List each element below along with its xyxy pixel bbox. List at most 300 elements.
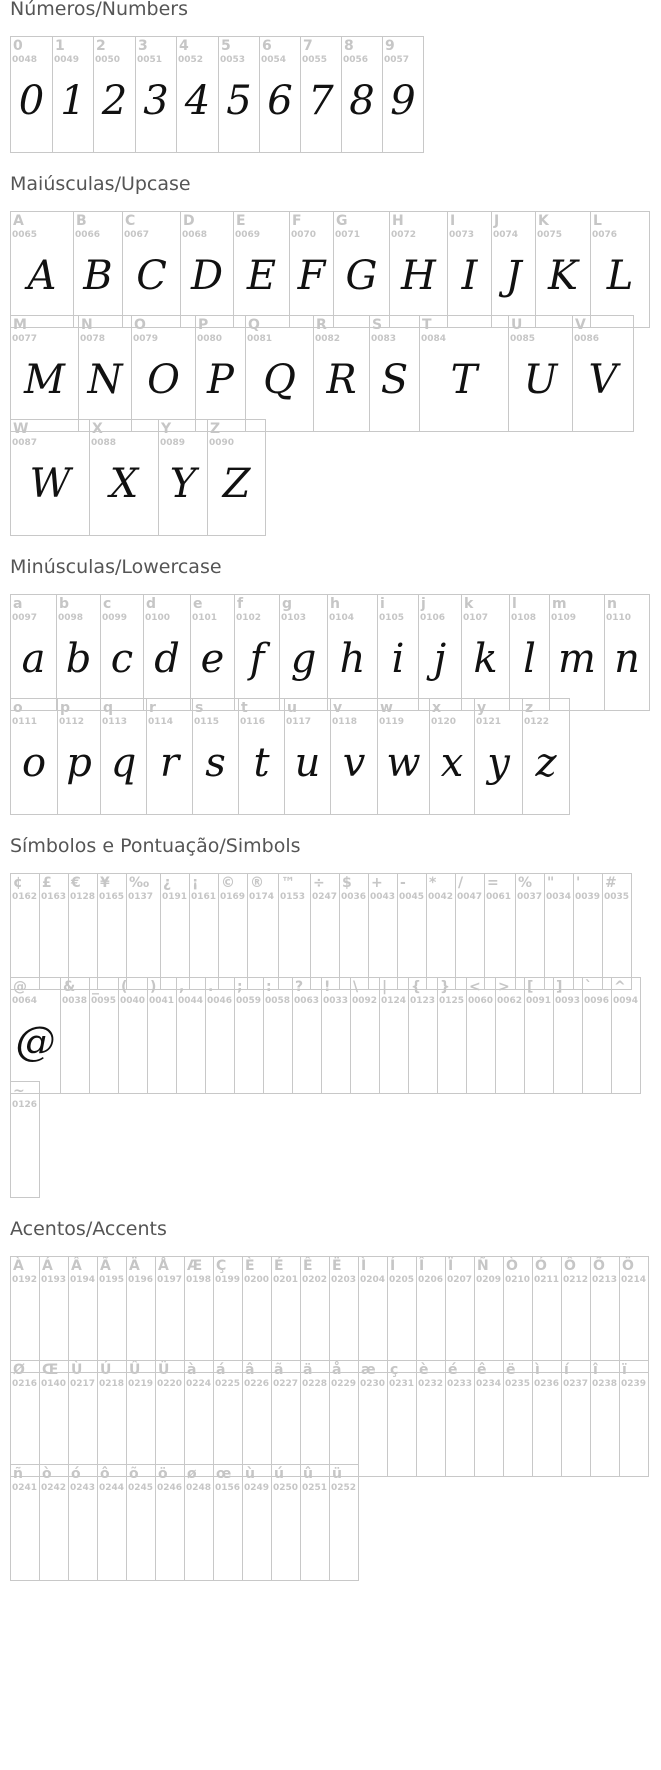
glyph-code-label: 0118 [332, 717, 358, 727]
glyph-character-label: ^ [614, 979, 626, 995]
glyph-character-label: ] [556, 979, 563, 995]
glyph-character-label: ; [237, 979, 243, 995]
glyph-cell [378, 699, 430, 814]
glyph-cell [290, 212, 334, 327]
glyph-cell [156, 1257, 185, 1372]
glyph-preview: E [246, 253, 277, 299]
glyph-character-label: b [59, 596, 70, 612]
glyph-preview: 9 [390, 78, 416, 124]
glyph-preview: 0 [18, 78, 45, 124]
glyph-character-label: { [411, 979, 421, 995]
glyph-character-label: ö [158, 1466, 168, 1482]
glyph-code-label: 0227 [273, 1379, 299, 1389]
glyph-code-label: 0121 [476, 717, 502, 727]
glyph-code-label: 0119 [379, 717, 405, 727]
glyph-character-label: q [103, 700, 114, 716]
glyph-code-label: 0235 [505, 1379, 531, 1389]
glyph-code-label: 0036 [341, 892, 367, 902]
glyph-cell [438, 978, 467, 1093]
glyph-cell [74, 212, 123, 327]
glyph-cell [190, 874, 219, 989]
glyph-code-label: 0124 [381, 996, 407, 1006]
glyph-code-label: 0097 [12, 613, 38, 623]
glyph-character-label: Î [419, 1258, 425, 1274]
glyph-cell [159, 420, 208, 535]
glyph-cell [11, 1257, 40, 1372]
glyph-code-label: 0213 [592, 1275, 618, 1285]
glyph-code-label: 0224 [186, 1379, 212, 1389]
glyph-cell [390, 212, 448, 327]
glyph-code-label: 0084 [421, 334, 447, 344]
glyph-preview: l [523, 636, 536, 682]
glyph-character-label: À [13, 1258, 24, 1274]
glyph-character-label: _ [92, 979, 99, 995]
glyph-character-label: û [303, 1466, 313, 1482]
glyph-code-label: 0035 [604, 892, 630, 902]
glyph-character-label: Z [210, 421, 221, 437]
glyph-character-label: @ [13, 979, 27, 995]
glyph-character-label: Ò [506, 1258, 518, 1274]
glyph-character-label: J [494, 213, 500, 229]
glyph-character-label: ô [100, 1466, 110, 1482]
glyph-preview: d [154, 636, 180, 682]
glyph-preview: e [200, 636, 225, 682]
glyph-cell [147, 699, 193, 814]
glyph-character-label: h [330, 596, 340, 612]
glyph-preview: x [440, 740, 464, 786]
glyph-character-label: ó [71, 1466, 81, 1482]
glyph-character-label: Q [248, 317, 260, 333]
glyph-code-label: 0231 [389, 1379, 415, 1389]
glyph-cell [430, 699, 475, 814]
glyph-cell [219, 874, 248, 989]
glyph-code-label: 0249 [244, 1483, 270, 1493]
glyph-cell [69, 1257, 98, 1372]
glyph-code-label: 0195 [99, 1275, 125, 1285]
glyph-code-label: 0156 [215, 1483, 241, 1493]
glyph-code-label: 0196 [128, 1275, 154, 1285]
glyph-character-label: R [316, 317, 327, 333]
glyph-code-label: 0112 [59, 717, 85, 727]
glyph-code-label: 0205 [389, 1275, 415, 1285]
glyph-code-label: 0053 [220, 55, 246, 65]
glyph-code-label: 0060 [468, 996, 494, 1006]
glyph-code-label: 0200 [244, 1275, 270, 1285]
glyph-cell [419, 595, 462, 710]
glyph-code-label: 0093 [555, 996, 581, 1006]
glyph-code-label: 0094 [613, 996, 639, 1006]
glyph-character-label: v [333, 700, 343, 716]
glyph-code-label: 0050 [95, 55, 121, 65]
glyph-cell [378, 595, 419, 710]
glyph-cell [94, 37, 136, 152]
glyph-character-label: B [76, 213, 87, 229]
glyph-code-label: 0113 [102, 717, 128, 727]
glyph-code-label: 0059 [236, 996, 262, 1006]
glyph-code-label: 0099 [102, 613, 128, 623]
glyph-character-label: ä [303, 1362, 313, 1378]
glyph-character-label: õ [129, 1466, 139, 1482]
glyph-character-label: ñ [13, 1466, 23, 1482]
glyph-code-label: 0090 [209, 438, 235, 448]
glyph-cell [573, 316, 634, 431]
glyph-cell [369, 874, 398, 989]
glyph-code-label: 0068 [182, 230, 208, 240]
glyph-character-label: Í [390, 1258, 396, 1274]
glyph-character-label: + [371, 875, 383, 891]
glyph-character-label: Á [42, 1258, 53, 1274]
glyph-character-label: m [552, 596, 567, 612]
glyph-code-label: 0033 [323, 996, 349, 1006]
glyph-preview: U [523, 357, 558, 403]
glyph-character-label: 3 [138, 38, 148, 54]
glyph-cell [612, 978, 641, 1093]
glyph-cell [314, 316, 370, 431]
glyph-cell [359, 1257, 388, 1372]
glyph-cell [328, 595, 378, 710]
glyph-cell [388, 1257, 417, 1372]
glyph-cell [301, 37, 342, 152]
glyph-preview: z [535, 740, 557, 786]
glyph-character-label: â [245, 1362, 255, 1378]
glyph-character-label: E [236, 213, 246, 229]
glyph-character-label: Ü [158, 1362, 170, 1378]
glyph-character-label: á [216, 1362, 226, 1378]
glyph-character-label: % [518, 875, 533, 891]
glyph-character-label: ` [585, 979, 592, 995]
glyph-code-label: 0037 [517, 892, 543, 902]
glyph-cell [448, 212, 492, 327]
glyph-cell [11, 37, 53, 152]
glyph-character-label: | [382, 979, 388, 995]
glyph-character-label: ¥ [100, 875, 110, 891]
glyph-code-label: 0246 [157, 1483, 183, 1493]
glyph-character-label: © [221, 875, 235, 891]
glyph-character-label: Ø [13, 1362, 25, 1378]
glyph-preview: q [110, 740, 137, 786]
glyph-cell [446, 1257, 475, 1372]
glyph-cell [285, 699, 331, 814]
glyph-cell [330, 1361, 359, 1476]
glyph-character-label: É [274, 1258, 284, 1274]
glyph-cell [475, 1361, 504, 1476]
glyph-cell [605, 595, 650, 710]
glyph-preview: G [345, 253, 378, 299]
glyph-cell [98, 1465, 127, 1580]
glyph-character-label: : [266, 979, 272, 995]
glyph-character-label: à [187, 1362, 197, 1378]
glyph-cell [311, 874, 340, 989]
glyph-character-label: ÷ [313, 875, 325, 891]
glyph-preview: A [27, 253, 57, 299]
glyph-code-label: 0161 [191, 892, 217, 902]
glyph-character-label: " [547, 875, 555, 891]
glyph-character-label: Ë [332, 1258, 342, 1274]
glyph-cell [523, 699, 570, 814]
glyph-code-label: 0238 [592, 1379, 618, 1389]
glyph-cell [177, 978, 206, 1093]
glyph-character-label: ã [274, 1362, 284, 1378]
glyph-character-label: 7 [303, 38, 313, 54]
glyph-character-label: ò [42, 1466, 52, 1482]
glyph-character-label: z [525, 700, 534, 716]
glyph-row [10, 977, 641, 1094]
glyph-cell [11, 699, 58, 814]
glyph-code-label: 0252 [331, 1483, 357, 1493]
glyph-character-label: œ [216, 1466, 232, 1482]
glyph-code-label: 0056 [343, 55, 369, 65]
section-title: Minúsculas/Lowercase [10, 556, 222, 578]
glyph-cell [417, 1361, 446, 1476]
glyph-preview: 6 [267, 78, 293, 124]
glyph-cell [57, 595, 101, 710]
glyph-code-label: 0153 [280, 892, 306, 902]
glyph-code-label: 0044 [178, 996, 204, 1006]
glyph-cell [293, 978, 322, 1093]
glyph-preview: 7 [308, 78, 334, 124]
glyph-character-label: ' [576, 875, 581, 891]
glyph-code-label: 0114 [148, 717, 174, 727]
glyph-cell [40, 1465, 69, 1580]
glyph-character-label: ù [245, 1466, 255, 1482]
glyph-cell [583, 978, 612, 1093]
glyph-character-label: = [487, 875, 499, 891]
glyph-character-label: y [477, 700, 487, 716]
glyph-code-label: 0052 [178, 55, 204, 65]
glyph-code-label: 0041 [149, 996, 175, 1006]
glyph-preview: 8 [349, 78, 375, 124]
glyph-character-label: t [241, 700, 248, 716]
glyph-cell [280, 595, 328, 710]
glyph-code-label: 0085 [510, 334, 536, 344]
glyph-cell [330, 1257, 359, 1372]
glyph-cell [301, 1465, 330, 1580]
glyph-preview: P [207, 357, 234, 403]
glyph-character-label: ) [150, 979, 157, 995]
glyph-code-label: 0244 [99, 1483, 125, 1493]
glyph-code-label: 0214 [621, 1275, 647, 1285]
glyph-character-label: 0 [13, 38, 23, 54]
glyph-cell [148, 978, 177, 1093]
glyph-code-label: 0058 [265, 996, 291, 1006]
glyph-cell [475, 1257, 504, 1372]
glyph-cell [427, 874, 456, 989]
glyph-preview: S [380, 357, 409, 403]
glyph-preview: o [21, 740, 47, 786]
glyph-code-label: 0247 [312, 892, 338, 902]
glyph-preview: Q [263, 357, 296, 403]
glyph-character-label: u [287, 700, 297, 716]
glyph-character-label: I [450, 213, 456, 229]
glyph-row [10, 1256, 649, 1373]
glyph-code-label: 0110 [606, 613, 632, 623]
glyph-character-label: T [422, 317, 432, 333]
glyph-character-label: 4 [179, 38, 189, 54]
glyph-code-label: 0088 [91, 438, 117, 448]
glyph-cell [11, 978, 61, 1093]
glyph-code-label: 0089 [160, 438, 186, 448]
glyph-character-label: ® [250, 875, 264, 891]
glyph-code-label: 0076 [592, 230, 618, 240]
glyph-code-label: 0065 [12, 230, 38, 240]
glyph-row [10, 698, 570, 815]
glyph-code-label: 0075 [537, 230, 563, 240]
glyph-code-label: 0109 [551, 613, 577, 623]
glyph-character-label: ï [622, 1362, 627, 1378]
glyph-code-label: 0120 [431, 717, 457, 727]
glyph-preview: n [614, 636, 640, 682]
glyph-cell [359, 1361, 388, 1476]
glyph-character-label: Ù [71, 1362, 83, 1378]
glyph-code-label: 0225 [215, 1379, 241, 1389]
glyph-cell [467, 978, 496, 1093]
glyph-code-label: 0219 [128, 1379, 154, 1389]
glyph-character-label: e [193, 596, 203, 612]
glyph-cell [127, 1465, 156, 1580]
glyph-code-label: 0092 [352, 996, 378, 1006]
glyph-code-label: 0251 [302, 1483, 328, 1493]
glyph-code-label: 0202 [302, 1275, 328, 1285]
glyph-code-label: 0192 [12, 1275, 38, 1285]
glyph-code-label: 0209 [476, 1275, 502, 1285]
glyph-cell [58, 699, 101, 814]
glyph-preview: H [401, 253, 436, 299]
glyph-code-label: 0057 [384, 55, 410, 65]
glyph-code-label: 0237 [563, 1379, 589, 1389]
glyph-character-label: £ [42, 875, 52, 891]
glyph-preview: c [110, 636, 134, 682]
glyph-preview: v [342, 740, 366, 786]
glyph-character-label: i [380, 596, 385, 612]
glyph-preview: b [65, 636, 92, 682]
glyph-cell [409, 978, 438, 1093]
glyph-code-label: 0087 [12, 438, 38, 448]
glyph-preview: w [386, 740, 421, 786]
glyph-code-label: 0103 [281, 613, 307, 623]
glyph-character-label: \ [353, 979, 359, 995]
glyph-character-label: È [245, 1258, 255, 1274]
glyph-row [10, 1464, 359, 1581]
glyph-cell [208, 420, 266, 535]
glyph-code-label: 0163 [41, 892, 67, 902]
glyph-character-label: Ã [100, 1258, 111, 1274]
glyph-cell [11, 420, 90, 535]
glyph-cell [101, 699, 147, 814]
glyph-cell [136, 37, 177, 152]
glyph-code-label: 0243 [70, 1483, 96, 1493]
glyph-character-label: j [421, 596, 426, 612]
glyph-code-label: 0199 [215, 1275, 241, 1285]
glyph-cell [11, 212, 74, 327]
glyph-character-label: - [400, 875, 406, 891]
glyph-character-label: 1 [55, 38, 65, 54]
glyph-character-label: g [282, 596, 293, 612]
glyph-cell [191, 595, 235, 710]
glyph-code-label: 0245 [128, 1483, 154, 1493]
glyph-character-label: O [134, 317, 146, 333]
glyph-cell [620, 1361, 649, 1476]
glyph-character-label: € [71, 875, 81, 891]
glyph-cell [340, 874, 369, 989]
glyph-character-label: ~ [13, 1083, 25, 1099]
glyph-character-label: F [292, 213, 302, 229]
glyph-code-label: 0070 [291, 230, 317, 240]
glyph-code-label: 0206 [418, 1275, 444, 1285]
glyph-preview: m [558, 636, 596, 682]
glyph-code-label: 0081 [247, 334, 273, 344]
glyph-cell [475, 699, 523, 814]
glyph-character-label: Ç [216, 1258, 227, 1274]
glyph-cell [11, 316, 79, 431]
glyph-cell [331, 699, 378, 814]
glyph-preview: D [190, 253, 224, 299]
glyph-cell [370, 316, 420, 431]
glyph-character-label: , [179, 979, 185, 995]
glyph-preview: 5 [226, 78, 252, 124]
glyph-character-label: # [605, 875, 617, 891]
glyph-cell [101, 595, 144, 710]
glyph-cell [562, 1257, 591, 1372]
glyph-code-label: 0039 [575, 892, 601, 902]
glyph-code-label: 0040 [120, 996, 146, 1006]
glyph-preview: O [147, 357, 180, 403]
glyph-code-label: 0073 [449, 230, 475, 240]
glyph-preview: p [66, 740, 92, 786]
glyph-cell [260, 37, 301, 152]
glyph-code-label: 0098 [58, 613, 84, 623]
glyph-cell [516, 874, 545, 989]
glyph-character-label: 9 [385, 38, 395, 54]
glyph-cell [234, 212, 290, 327]
glyph-code-label: 0211 [534, 1275, 560, 1285]
section-title: Números/Numbers [10, 0, 188, 20]
glyph-cell [40, 1257, 69, 1372]
glyph-character-label: . [208, 979, 214, 995]
glyph-preview: k [473, 636, 498, 682]
glyph-preview: B [83, 253, 113, 299]
glyph-character-label: A [13, 213, 24, 229]
glyph-code-label: 0083 [371, 334, 397, 344]
glyph-cell [509, 316, 573, 431]
glyph-code-label: 0236 [534, 1379, 560, 1389]
glyph-cell [79, 316, 132, 431]
glyph-preview: 1 [60, 78, 86, 124]
glyph-preview: s [205, 740, 226, 786]
glyph-cell [156, 1361, 185, 1476]
glyph-cell [243, 1257, 272, 1372]
glyph-cell [456, 874, 485, 989]
glyph-character-label: < [469, 979, 481, 995]
glyph-cell [181, 212, 234, 327]
glyph-preview: T [450, 357, 478, 403]
glyph-code-label: 0061 [486, 892, 512, 902]
glyph-code-label: 0165 [99, 892, 125, 902]
glyph-code-label: 0077 [12, 334, 38, 344]
glyph-cell [69, 1465, 98, 1580]
glyph-cell [11, 1361, 40, 1476]
glyph-cell [504, 1361, 533, 1476]
glyph-cell [246, 316, 314, 431]
glyph-character-label: ê [477, 1362, 487, 1378]
glyph-character-label: r [149, 700, 156, 716]
glyph-character-label: ç [390, 1362, 399, 1378]
glyph-code-label: 0107 [463, 613, 489, 623]
glyph-cell [11, 1082, 40, 1197]
glyph-cell [322, 978, 351, 1093]
glyph-character-label: Ï [448, 1258, 454, 1274]
glyph-preview: L [606, 253, 634, 299]
glyph-cell [40, 874, 69, 989]
